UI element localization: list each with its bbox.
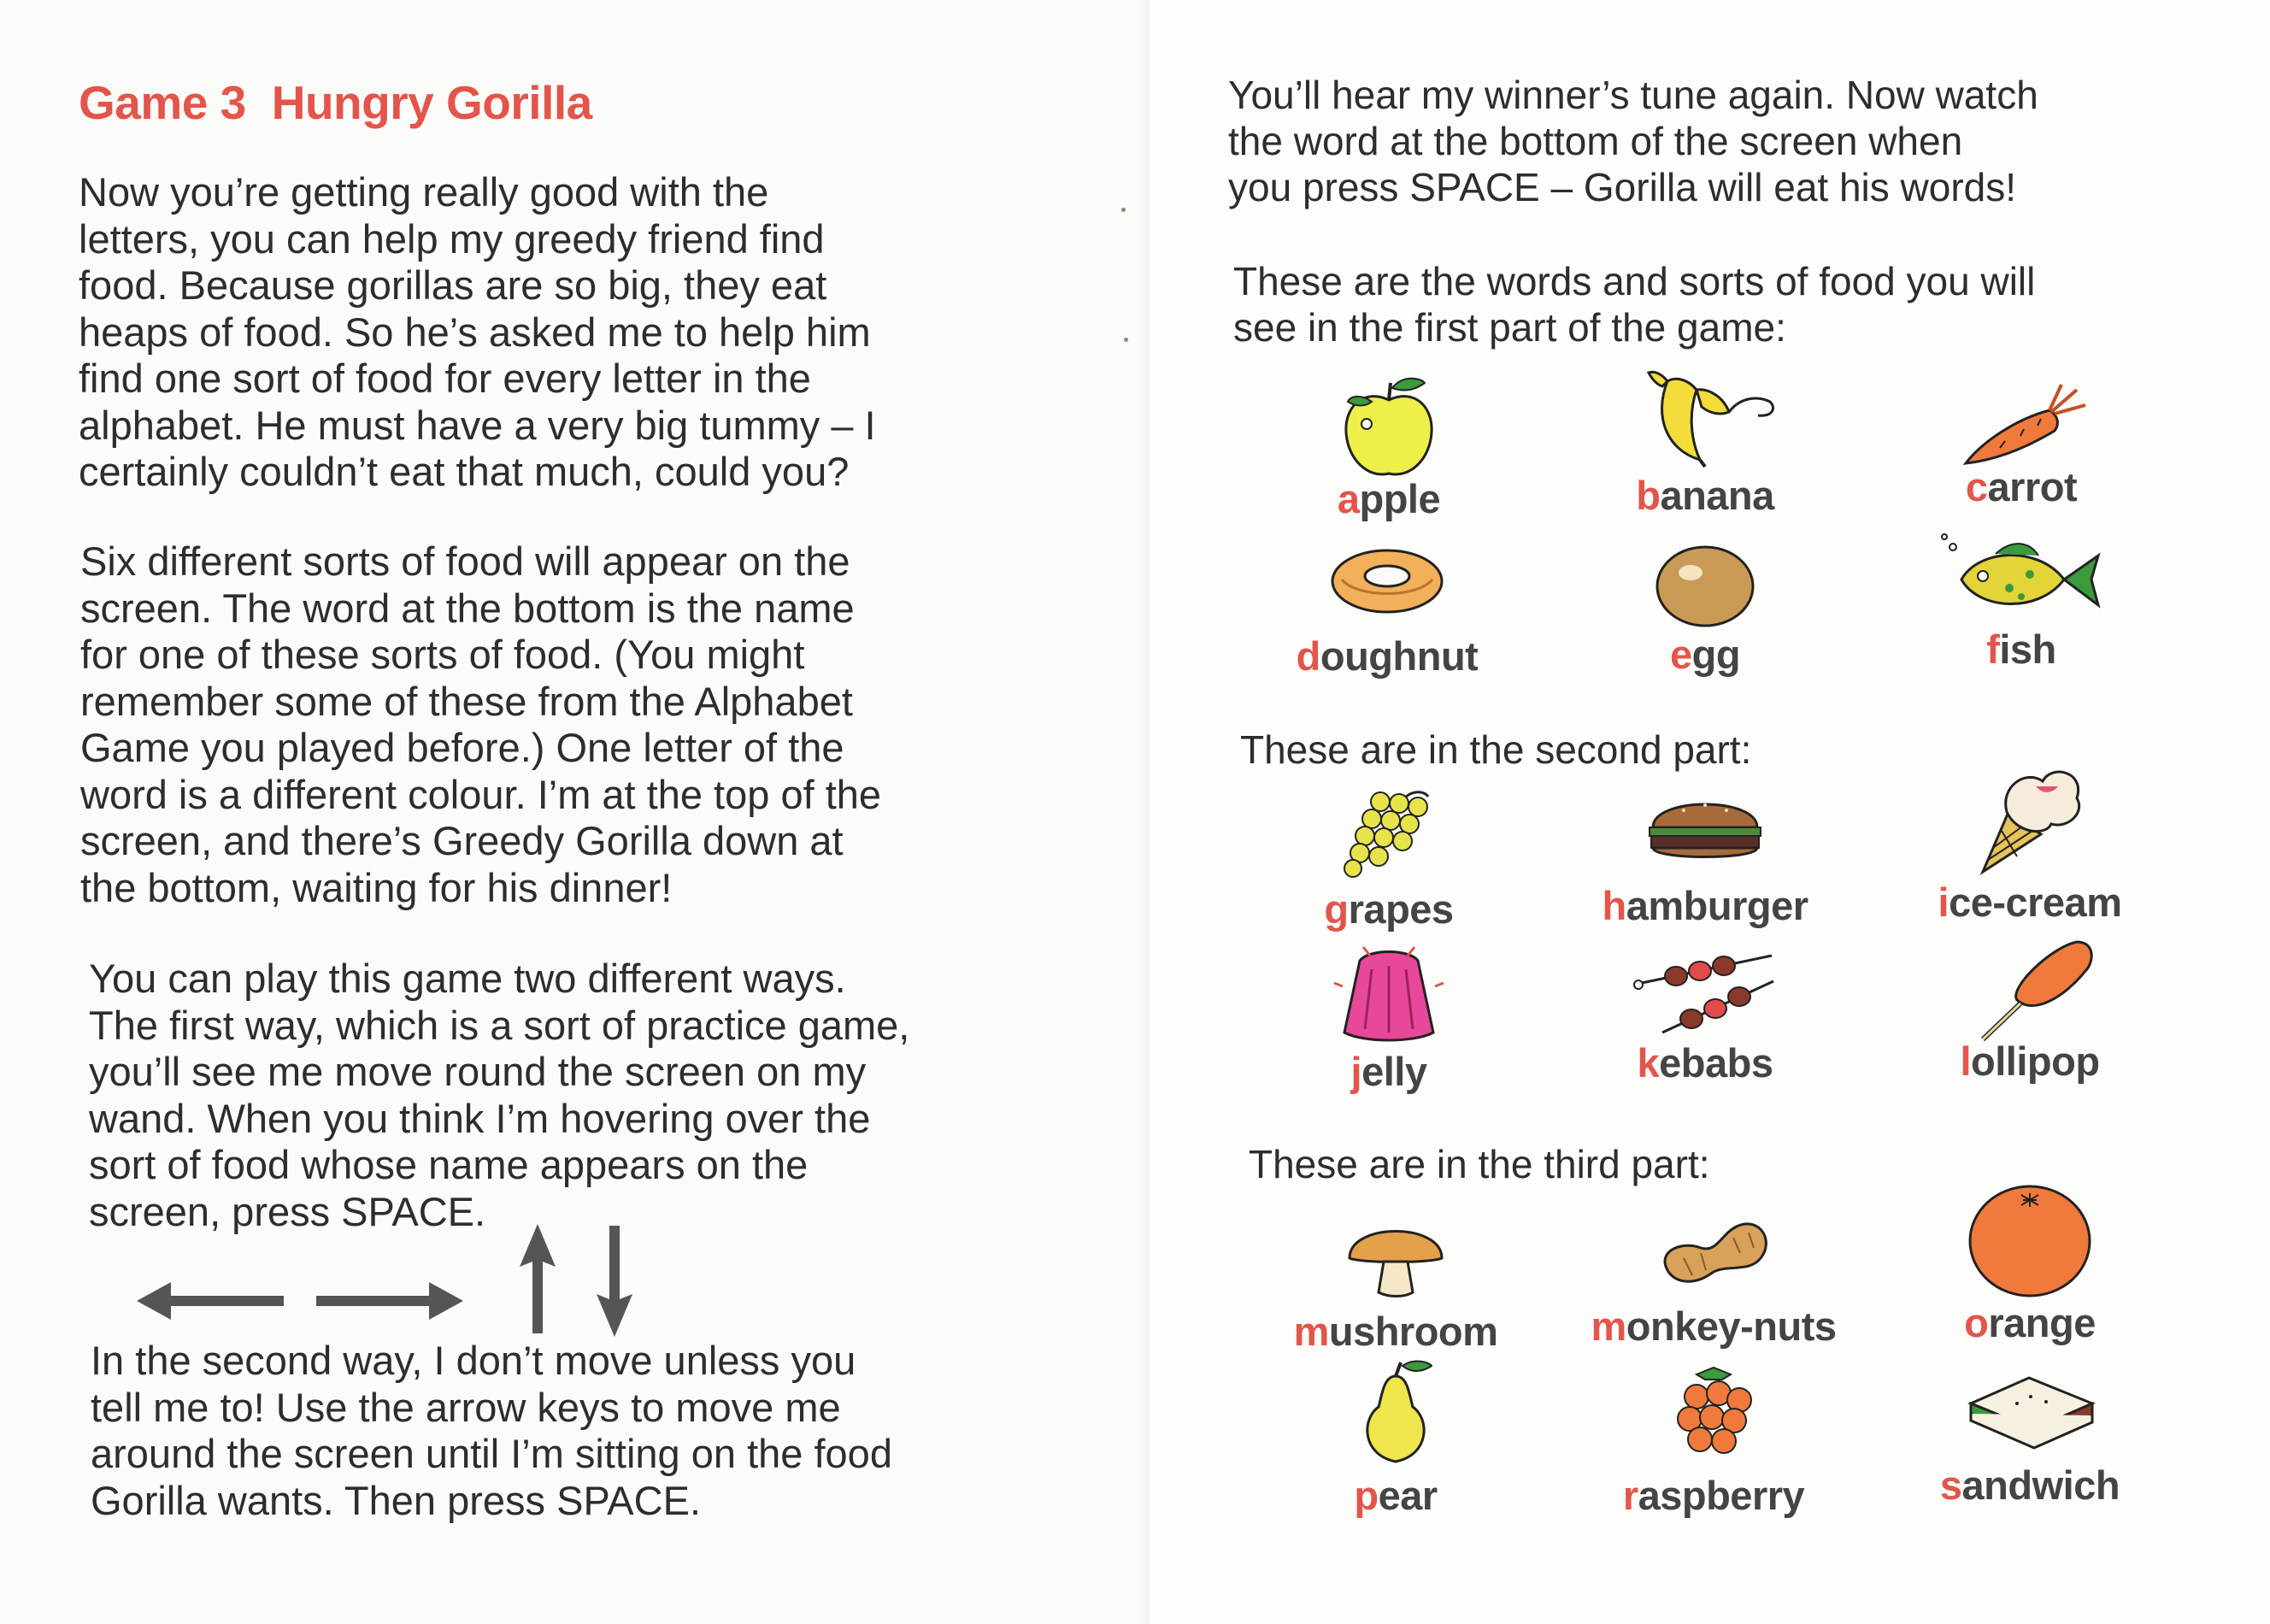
left-arrow-icon [137,1275,291,1327]
food-item-doughnut [1259,538,1515,684]
food-item-carrot [1893,381,2149,535]
grapes-icon [1329,785,1449,879]
food-label-banana: banana [1636,473,1774,518]
game-name: Hungry Gorilla [271,76,592,129]
food-item-jelly [1261,944,1517,1106]
food-label-carrot: carrot [1965,464,2078,509]
food-item-fish [1893,532,2149,677]
food-item-grapes [1261,785,1517,939]
food-label-doughnut: doughnut [1296,633,1479,679]
kebabs-icon [1628,944,1782,1038]
food-label-apple: apple [1337,476,1441,521]
food-label-jelly: jelly [1350,1049,1427,1094]
food-label-orange: orange [1964,1300,2096,1345]
food-item-mushroom [1267,1214,1524,1368]
food-item-monkey-nuts [1585,1207,1842,1361]
food-item-pear [1267,1359,1524,1530]
orange-icon [1961,1180,2098,1299]
raspberry-icon [1654,1359,1773,1470]
right-arrow-icon [313,1275,467,1327]
food-item-banana [1577,364,1833,518]
apple-icon [1329,373,1449,484]
food-item-egg [1577,538,1833,684]
ice-cream-icon [1957,752,2102,880]
down-arrow-icon [593,1224,636,1337]
monkey-nuts-icon [1650,1207,1778,1292]
game-number: Game 3 [79,76,246,129]
second-part-heading: These are in the second part: [1240,727,1752,772]
page-title [79,75,592,130]
hamburger-icon [1641,785,1769,870]
egg-icon [1641,538,1769,633]
food-label-ice-cream: ice-cream [1938,880,2122,925]
first-part-heading: These are the words and sorts of food you will see in the first part of the game: [1233,259,2036,350]
fish-icon [1936,532,2107,626]
speck [1121,208,1126,212]
third-part-heading: These are in the third part: [1249,1142,1710,1186]
right-page [1150,0,2270,1624]
food-item-ice-cream [1902,752,2158,923]
mushroom-icon [1336,1214,1456,1299]
sandwich-icon [1957,1368,2102,1453]
speck [1124,338,1128,342]
food-item-apple [1261,373,1517,527]
pear-icon [1336,1359,1456,1470]
practice-paragraph: You can play this game two different ways. The first way, which is a sort of practice game, you’ll see me move round the screen on my wand. When you think I’m hovering over the sort of food whose name appears on the screen, press SPACE. [89,956,910,1234]
food-item-lollipop [1902,937,2158,1091]
food-item-kebabs [1577,944,1833,1097]
up-arrow-icon [516,1224,559,1335]
food-label-mushroom: mushroom [1293,1309,1498,1354]
food-label-lollipop: lollipop [1960,1039,2100,1084]
food-label-pear: pear [1354,1473,1438,1518]
food-label-raspberry: raspberry [1622,1473,1805,1518]
carrot-icon [1949,381,2094,475]
food-label-grapes: grapes [1324,886,1454,932]
intro-paragraph: Now you’re getting really good with the letters, you can help my greedy friend find food. Because gorillas are so big, they eat heaps of food. So he’s asked me to help him find one sort of food for every letter in the alphabet. He must have a very big tummy – I certainly couldn’t eat that much, could you? [79,169,876,494]
food-item-raspberry [1585,1359,1842,1530]
second-way-paragraph: In the second way, I don’t move unless you tell me to! Use the arrow keys to move me around the screen until I’m sitting on the food Gorilla wants. Then press SPACE. [91,1338,892,1523]
food-label-fish: fish [1986,627,2056,672]
food-label-sandwich: sandwich [1939,1462,2120,1508]
food-label-egg: egg [1669,632,1741,677]
food-item-hamburger [1577,785,1833,939]
jelly-icon [1329,944,1449,1046]
food-item-orange [1902,1180,2158,1350]
food-label-monkey-nuts: monkey-nuts [1591,1303,1837,1349]
doughnut-icon [1323,538,1451,624]
food-item-sandwich [1902,1368,2158,1521]
winner-paragraph: You’ll hear my winner’s tune again. Now watch the word at the bottom of the screen when you press SPACE – Gorilla will eat his words! [1228,73,2038,209]
banana-icon [1628,364,1782,475]
lollipop-icon [1957,937,2102,1048]
screen-paragraph: Six different sorts of food will appear on the screen. The word at the bottom is the name for one of these sorts of food. (You might remember some of these from the Alphabet Game you played before.) One letter of the word is a different colour. I’m at the top of the screen, and there’s Greedy Gorilla down at the bottom, waiting for his dinner! [80,538,882,910]
food-label-kebabs: kebabs [1637,1040,1773,1086]
food-label-hamburger: hamburger [1602,883,1808,928]
